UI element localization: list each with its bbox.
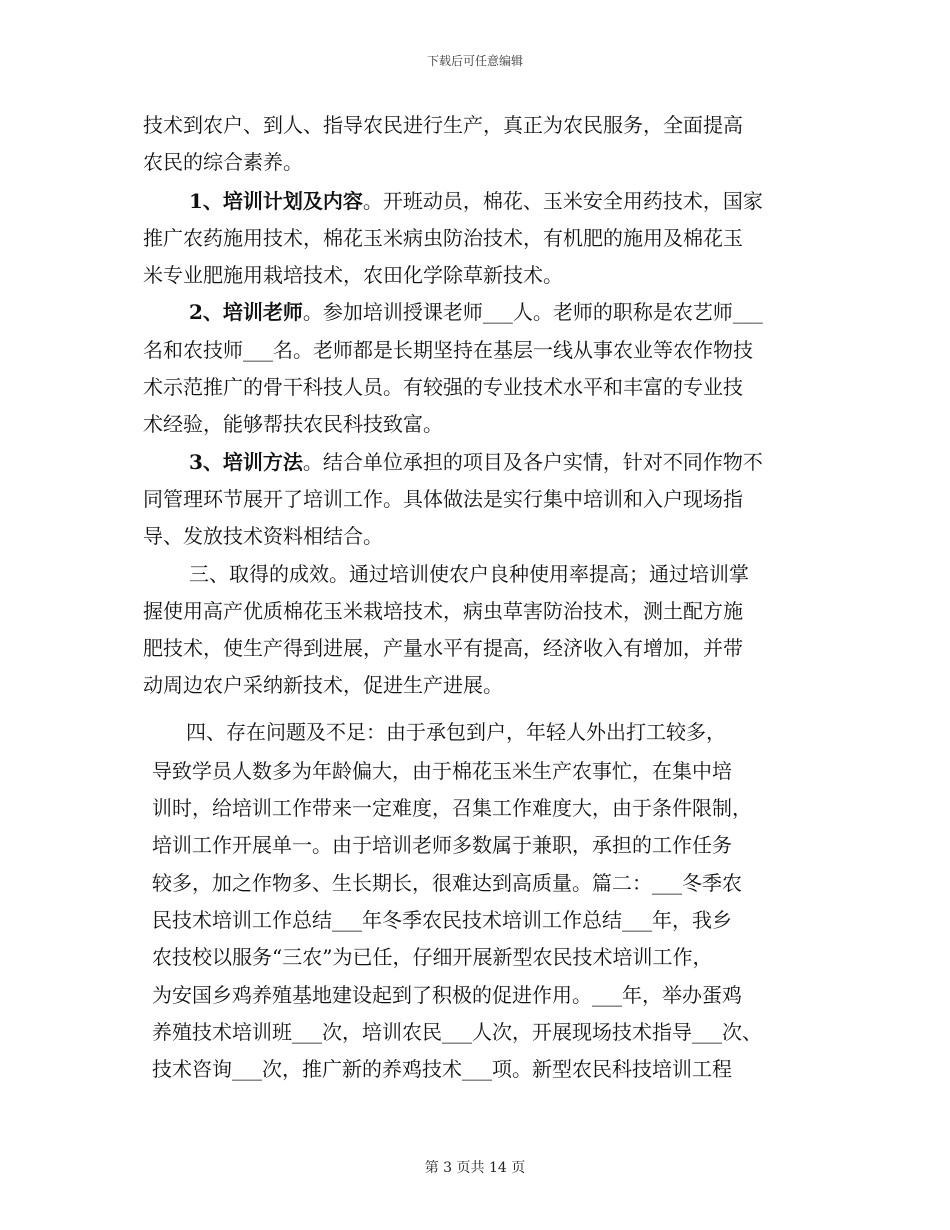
text-line: 三、取得的成效。通过培训使农户良种使用率提高；通过培训掌	[189, 562, 749, 586]
section-heading: 3、培训方法	[189, 450, 303, 474]
text-line: 术经验，能够帮扶农民科技致富。	[143, 412, 443, 436]
text-line: 较多，加之作物多、生长期长，很难达到高质量。篇二：___冬季农	[152, 871, 742, 895]
text-line: 四、存在问题及不足：由于承包到户，年轻人外出打工较多，	[186, 720, 726, 744]
text-line: 1、培训计划及内容。开班动员，棉花、玉米安全用药技术，国家	[189, 189, 763, 213]
text-line: 养殖技术培训班___次，培训农民___人次，开展现场技术指导___次、	[152, 1020, 762, 1044]
text-line: 推广农药施用技术，棉花玉米病虫防治技术，有机肥的施用及棉花玉	[143, 226, 743, 250]
text-line: 肥技术，使生产得到进展，产量水平有提高，经济收入有增加，并带	[143, 636, 743, 660]
text-line: 导致学员人数多为年龄偏大，由于棉花玉米生产农事忙，在集中培	[152, 759, 732, 783]
text-line: 技术到农户、到人、指导农民进行生产，真正为农民服务，全面提高	[143, 113, 743, 137]
text-line: 技术咨询___次，推广新的养鸡技术___项。新型农民科技培训工程	[152, 1057, 732, 1081]
text-line: 2、培训老师。参加培训授课老师___人。老师的职称是农艺师___	[189, 300, 763, 324]
text-line: 农技校以服务“三农”为已任，仔细开展新型农民技术培训工作，	[152, 945, 713, 969]
text-line: 为安国乡鸡养殖基地建设起到了积极的促进作用。___年，举办蛋鸡	[152, 983, 742, 1007]
section-heading: 2、培训老师	[189, 300, 303, 324]
text-line: 训时，给培训工作带来一定难度，召集工作难度大，由于条件限制，	[152, 796, 752, 820]
text-line: 培训工作开展单一。由于培训老师多数属于兼职，承担的工作任务	[152, 833, 732, 857]
text-line: 动周边农户采纳新技术，促进生产进展。	[143, 673, 503, 697]
text-line: 米专业肥施用栽培技术，农田化学除草新技术。	[143, 263, 563, 287]
text-line: 名和农技师___名。老师都是长期坚持在基层一线从事农业等农作物技	[143, 338, 753, 362]
text-line: 术示范推广的骨干科技人员。有较强的专业技术水平和丰富的专业技	[143, 375, 743, 399]
text-line: 握使用高产优质棉花玉米栽培技术，病虫草害防治技术，测土配方施	[143, 599, 743, 623]
page-footer: 第 3 页共 14 页	[424, 1160, 526, 1176]
page-header: 下载后可任意编辑	[426, 54, 523, 68]
section-heading: 1、培训计划及内容	[189, 189, 363, 213]
text-line: 民技术培训工作总结___年冬季农民技术培训工作总结___年，我乡	[152, 908, 732, 932]
text-line: 同管理环节展开了培训工作。具体做法是实行集中培训和入户现场指	[143, 487, 743, 511]
text-line: 导、发放技术资料相结合。	[143, 524, 383, 548]
text-line: 3、培训方法。结合单位承担的项目及各户实情，针对不同作物不	[189, 450, 763, 474]
text-line: 农民的综合素养。	[143, 150, 303, 174]
